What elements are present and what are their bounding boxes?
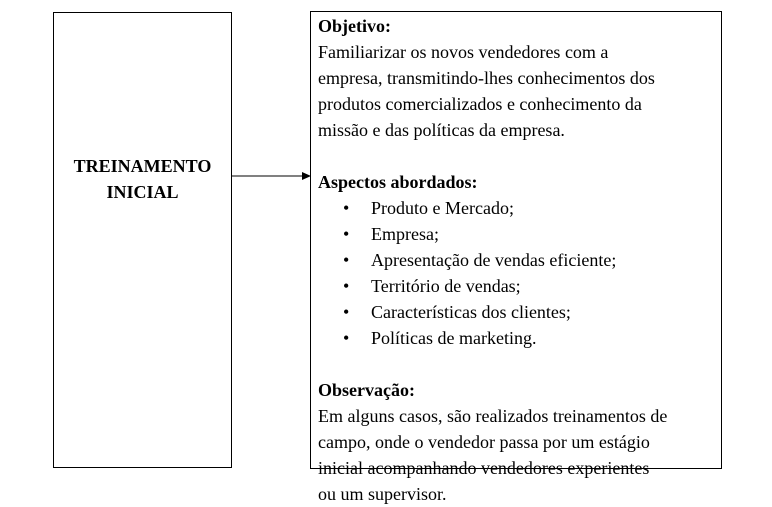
spacer (318, 351, 716, 377)
left-title-line-2: INICIAL (106, 182, 179, 202)
list-item (318, 221, 716, 247)
aspectos-heading: Aspectos abordados: (318, 172, 478, 192)
section-objetivo (318, 13, 716, 143)
observacao-heading: Observação: (318, 380, 415, 400)
observacao-line-4: ou um supervisor. (318, 484, 447, 504)
bullet-icon: • (343, 224, 350, 244)
list-item (318, 325, 716, 351)
list-item-text: Produto e Mercado; (371, 198, 514, 218)
bullet-icon: • (343, 276, 350, 296)
list-item (318, 299, 716, 325)
left-box-title (53, 153, 232, 205)
left-box (53, 12, 232, 468)
right-box (310, 11, 722, 504)
section-aspectos (318, 169, 716, 351)
objetivo-line-2: empresa, transmitindo-lhes conhecimentos dos (318, 68, 655, 88)
bullet-icon: • (343, 302, 350, 322)
observacao-line-1: Em alguns casos, são realizados treinamentos de (318, 406, 668, 426)
section-observacao (318, 377, 716, 507)
left-title-line-1: TREINAMENTO (73, 156, 212, 176)
bullet-icon: • (343, 198, 350, 218)
observacao-line-3: inicial acompanhando vendedores experientes (318, 458, 650, 478)
spacer (318, 143, 716, 169)
list-item-text: Características dos clientes; (371, 302, 571, 322)
objetivo-line-3: produtos comercializados e conhecimento da (318, 94, 642, 114)
bullet-icon: • (343, 250, 350, 270)
list-item-text: Empresa; (371, 224, 439, 244)
aspectos-list (318, 195, 716, 351)
list-item (318, 195, 716, 221)
bullet-icon: • (343, 328, 350, 348)
list-item (318, 247, 716, 273)
list-item-text: Apresentação de vendas eficiente; (371, 250, 617, 270)
list-item (318, 273, 716, 299)
list-item-text: Território de vendas; (371, 276, 521, 296)
observacao-line-2: campo, onde o vendedor passa por um estágio (318, 432, 650, 452)
objetivo-line-1: Familiarizar os novos vendedores com a (318, 42, 609, 62)
objetivo-line-4: missão e das políticas da empresa. (318, 120, 565, 140)
objetivo-heading: Objetivo: (318, 16, 391, 36)
list-item-text: Políticas de marketing. (371, 328, 537, 348)
